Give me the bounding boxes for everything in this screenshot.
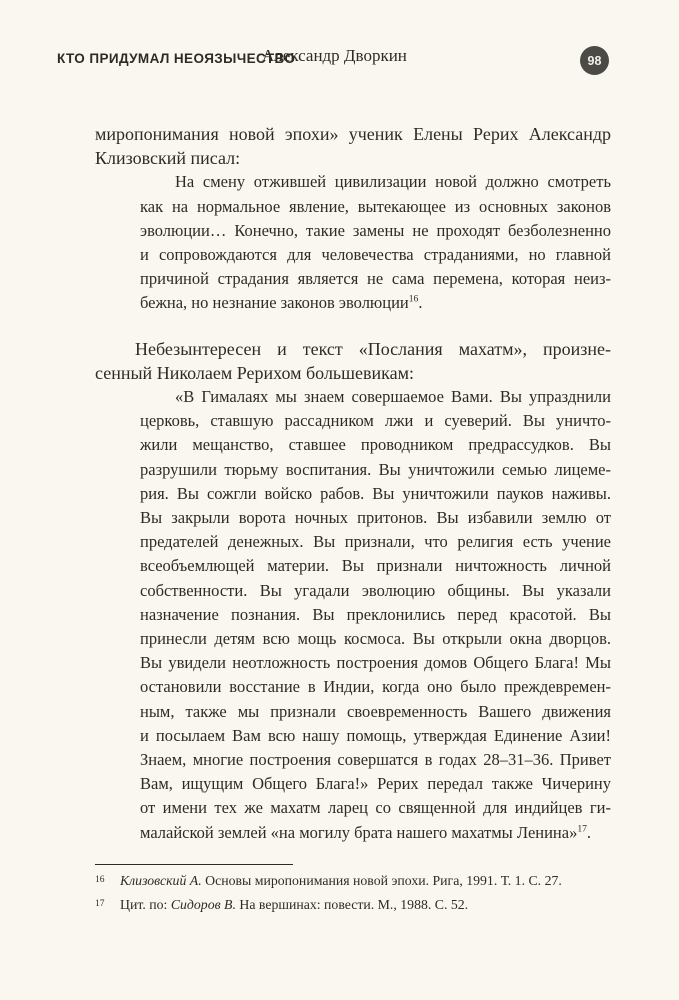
text-line: Клизовский писал:: [95, 148, 241, 169]
text-line: предателей денежных. Вы признали, что религия есть учение: [140, 532, 611, 552]
text-line: остановили восстание в Индии, когда оно было преждевремен-: [140, 677, 611, 697]
text-line: рия. Вы сожгли войско рабов. Вы уничтожили пауков наживы.: [140, 483, 611, 503]
block-quote: [140, 385, 611, 845]
text-flow: [95, 122, 611, 845]
text-line: эволюции… Конечно, такие замены не проходят безболезненно: [140, 220, 611, 240]
text-line: малайской землей «на могилу брата нашего махатмы Ленина»$^{17}$.: [140, 822, 592, 842]
text-line: миропонимания новой эпохи» ученик Елены Рерих Александр: [95, 124, 611, 144]
text-line: всеобъемлющей материи. Вы признали ничтожность личной: [140, 556, 611, 576]
text-line: разрушили тюрьму воспитания. Вы уничтожили семью лицеме-: [140, 459, 611, 479]
paragraph: [95, 122, 611, 170]
paragraph: [95, 337, 611, 385]
page-number-badge: [580, 46, 609, 75]
block-quote: [140, 170, 611, 315]
text-line: и сопровождаются для человечества страданиями, но главной: [140, 245, 611, 265]
text-line: «В Гималаях мы знаем совершаемое Вами. Вы упразднили: [175, 387, 611, 407]
footnote: [95, 893, 615, 917]
running-header-author: Александр Дворкин: [262, 46, 407, 65]
text-line: причиной страдания является не сама перемена, которая неиз-: [140, 269, 611, 289]
page-number: 98: [587, 53, 602, 68]
text-line: Вы увидели неотложность построения домов Общего Блага! Мы: [140, 653, 611, 673]
text-line: Небезынтересен и текст «Послания махатм», произне-: [135, 338, 611, 359]
text-line: Вы закрыли ворота ночных притонов. Вы избавили землю от: [140, 508, 611, 528]
footnote-text: Цит. по: Сидоров В. На вершинах: повести. М., 1988. С. 52.: [120, 897, 469, 912]
footnote-ref: 16: [408, 293, 419, 305]
text-line: церковь, ставшую рассадником лжи и суеверий. Вы уничто-: [140, 411, 611, 431]
italic-text: Клизовский А.: [120, 873, 202, 888]
text-line: Вам, ищущим Общего Блага!» Рерих передал также Чичерину: [140, 774, 611, 794]
text-line: собственности. Вы угадали эволюцию общины. Вы указали: [140, 580, 611, 600]
footnote-text: Клизовский А. Основы миропонимания новой эпохи. Рига, 1991. Т. 1. С. 27.: [120, 873, 562, 888]
text-line: назначение познания. Вы преклонились перед красотой. Вы: [140, 604, 611, 624]
footnote: [95, 869, 615, 893]
text-line: как на нормальное явление, вытекающее из основных законов: [140, 196, 611, 216]
footnote-number: 16: [95, 875, 105, 885]
text-line: бежна, но незнание законов эволюции$^{16}$.: [140, 293, 423, 313]
text-line: На смену отжившей цивилизации новой должно смотреть: [175, 172, 611, 192]
footnote-number: 17: [95, 899, 105, 909]
running-header-title: КТО ПРИДУМАЛ НЕОЯЗЫЧЕСТВО: [57, 51, 296, 66]
text-line: и посылаем Вам всю нашу помощь, утверждая Единение Азии!: [140, 725, 611, 745]
footnote-separator: [95, 864, 293, 865]
text-line: ным, также мы признали своевременность Вашего движения: [140, 701, 611, 721]
italic-text: Сидоров В.: [170, 897, 236, 912]
text-line: жили мещанство, ставшее проводником предрассудков. Вы: [140, 435, 611, 455]
text-line: от имени тех же махатм ларец со священной для индийцев ги-: [140, 798, 611, 818]
footnotes: [95, 869, 615, 917]
text-line: Знаем, многие построения совершатся в годах 28–31–36. Привет: [140, 750, 611, 770]
footnote-ref: 17: [577, 823, 587, 835]
text-line: сенный Николаем Рерихом большевикам:: [95, 362, 414, 383]
text-line: принесли детям всю мощь космоса. Вы открыли окна дворцов.: [140, 629, 611, 649]
